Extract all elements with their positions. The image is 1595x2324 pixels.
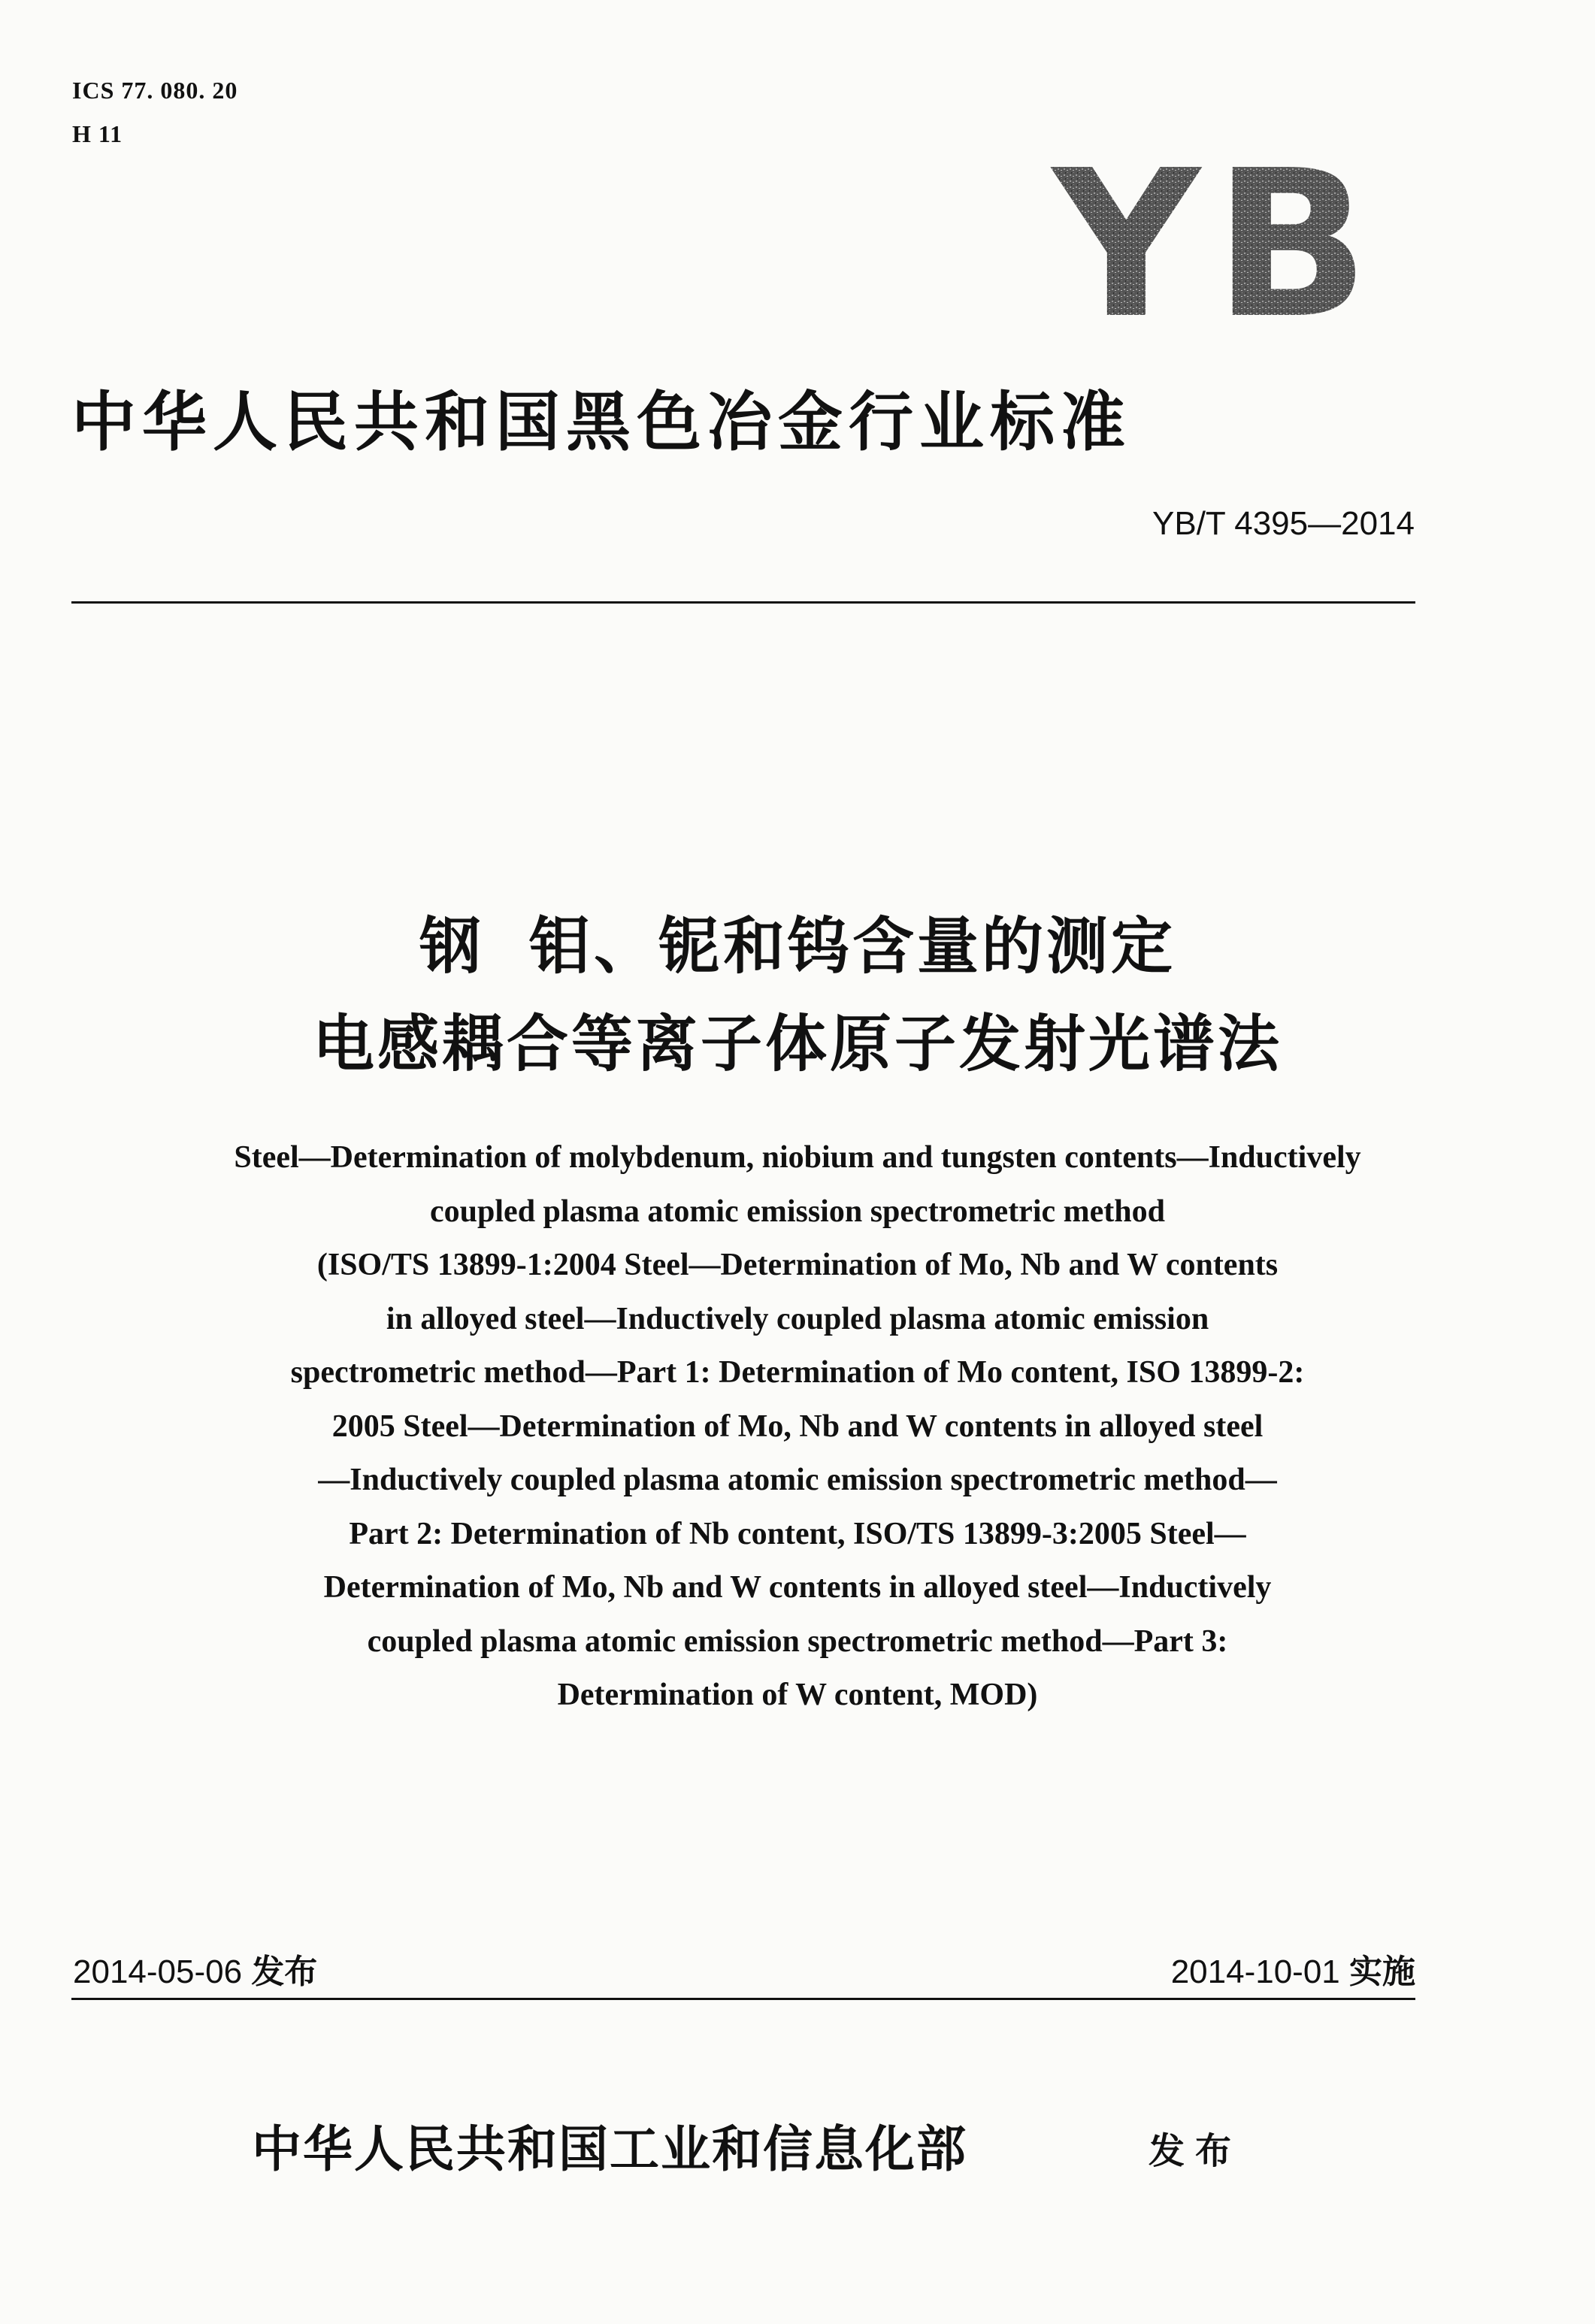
issue-date-value: 2014-05-06 — [73, 1953, 243, 1990]
implementation-label: 实施 — [1349, 1953, 1415, 1991]
implementation-date — [1171, 1953, 1415, 1992]
zh-title-line-1 — [0, 909, 1595, 985]
org-title: 中华人民共和国黑色冶金行业标准 — [71, 385, 1131, 460]
en-title-line: Determination of Mo, Nb and W contents in alloyed steel—Inductively — [323, 1570, 1272, 1605]
en-title-line: in alloyed steel—Inductively coupled plasma atomic emission — [386, 1301, 1209, 1336]
en-title-line: coupled plasma atomic emission spectrometric method — [430, 1194, 1165, 1229]
issuer-action: 发布 — [1149, 2130, 1242, 2172]
zh-title-line-2: 电感耦合等离子体原子发射光谱法 — [312, 1009, 1282, 1080]
en-title-line: Determination of W content, MOD) — [557, 1678, 1038, 1712]
implementation-date-value: 2014-10-01 — [1170, 1953, 1340, 1990]
yb-logo — [1045, 162, 1391, 325]
footer-divider — [71, 1998, 1415, 2000]
en-title-line: Part 2: Determination of Nb content, ISO/TS 13899-3:2005 Steel— — [349, 1516, 1246, 1551]
en-title-line: —Inductively coupled plasma atomic emission spectrometric method— — [318, 1463, 1277, 1497]
issuer-name: 中华人民共和国工业和信息化部 — [252, 2120, 967, 2178]
en-title-line: (ISO/TS 13899-1:2004 Steel—Determination of Mo, Nb and W contents — [316, 1248, 1279, 1282]
yb-logo-text: YB — [1049, 162, 1383, 325]
ccs-code: H 11 — [72, 120, 123, 147]
zh-title-subject: 钢 — [419, 911, 484, 982]
en-title-line: coupled plasma atomic emission spectrometric method—Part 3: — [367, 1623, 1228, 1659]
en-title — [75, 1131, 1520, 1723]
issue-label: 发布 — [251, 1953, 318, 1991]
en-title-line: 2005 Steel—Determination of Mo, Nb and W contents in alloyed steel — [331, 1409, 1264, 1444]
zh-title-scope: 钼、铌和钨含量的测定 — [529, 911, 1176, 982]
header-divider — [71, 601, 1415, 604]
issue-date — [73, 1953, 317, 1992]
en-title-line: spectrometric method—Part 1: Determination of Mo content, ISO 13899-2: — [290, 1355, 1305, 1390]
en-title-line: Steel—Determination of molybdenum, niobium and tungsten contents—Inductively — [234, 1140, 1361, 1175]
ics-code: ICS 77. 080. 20 — [72, 77, 238, 104]
standard-number: YB/T 4395—2014 — [1152, 505, 1415, 542]
